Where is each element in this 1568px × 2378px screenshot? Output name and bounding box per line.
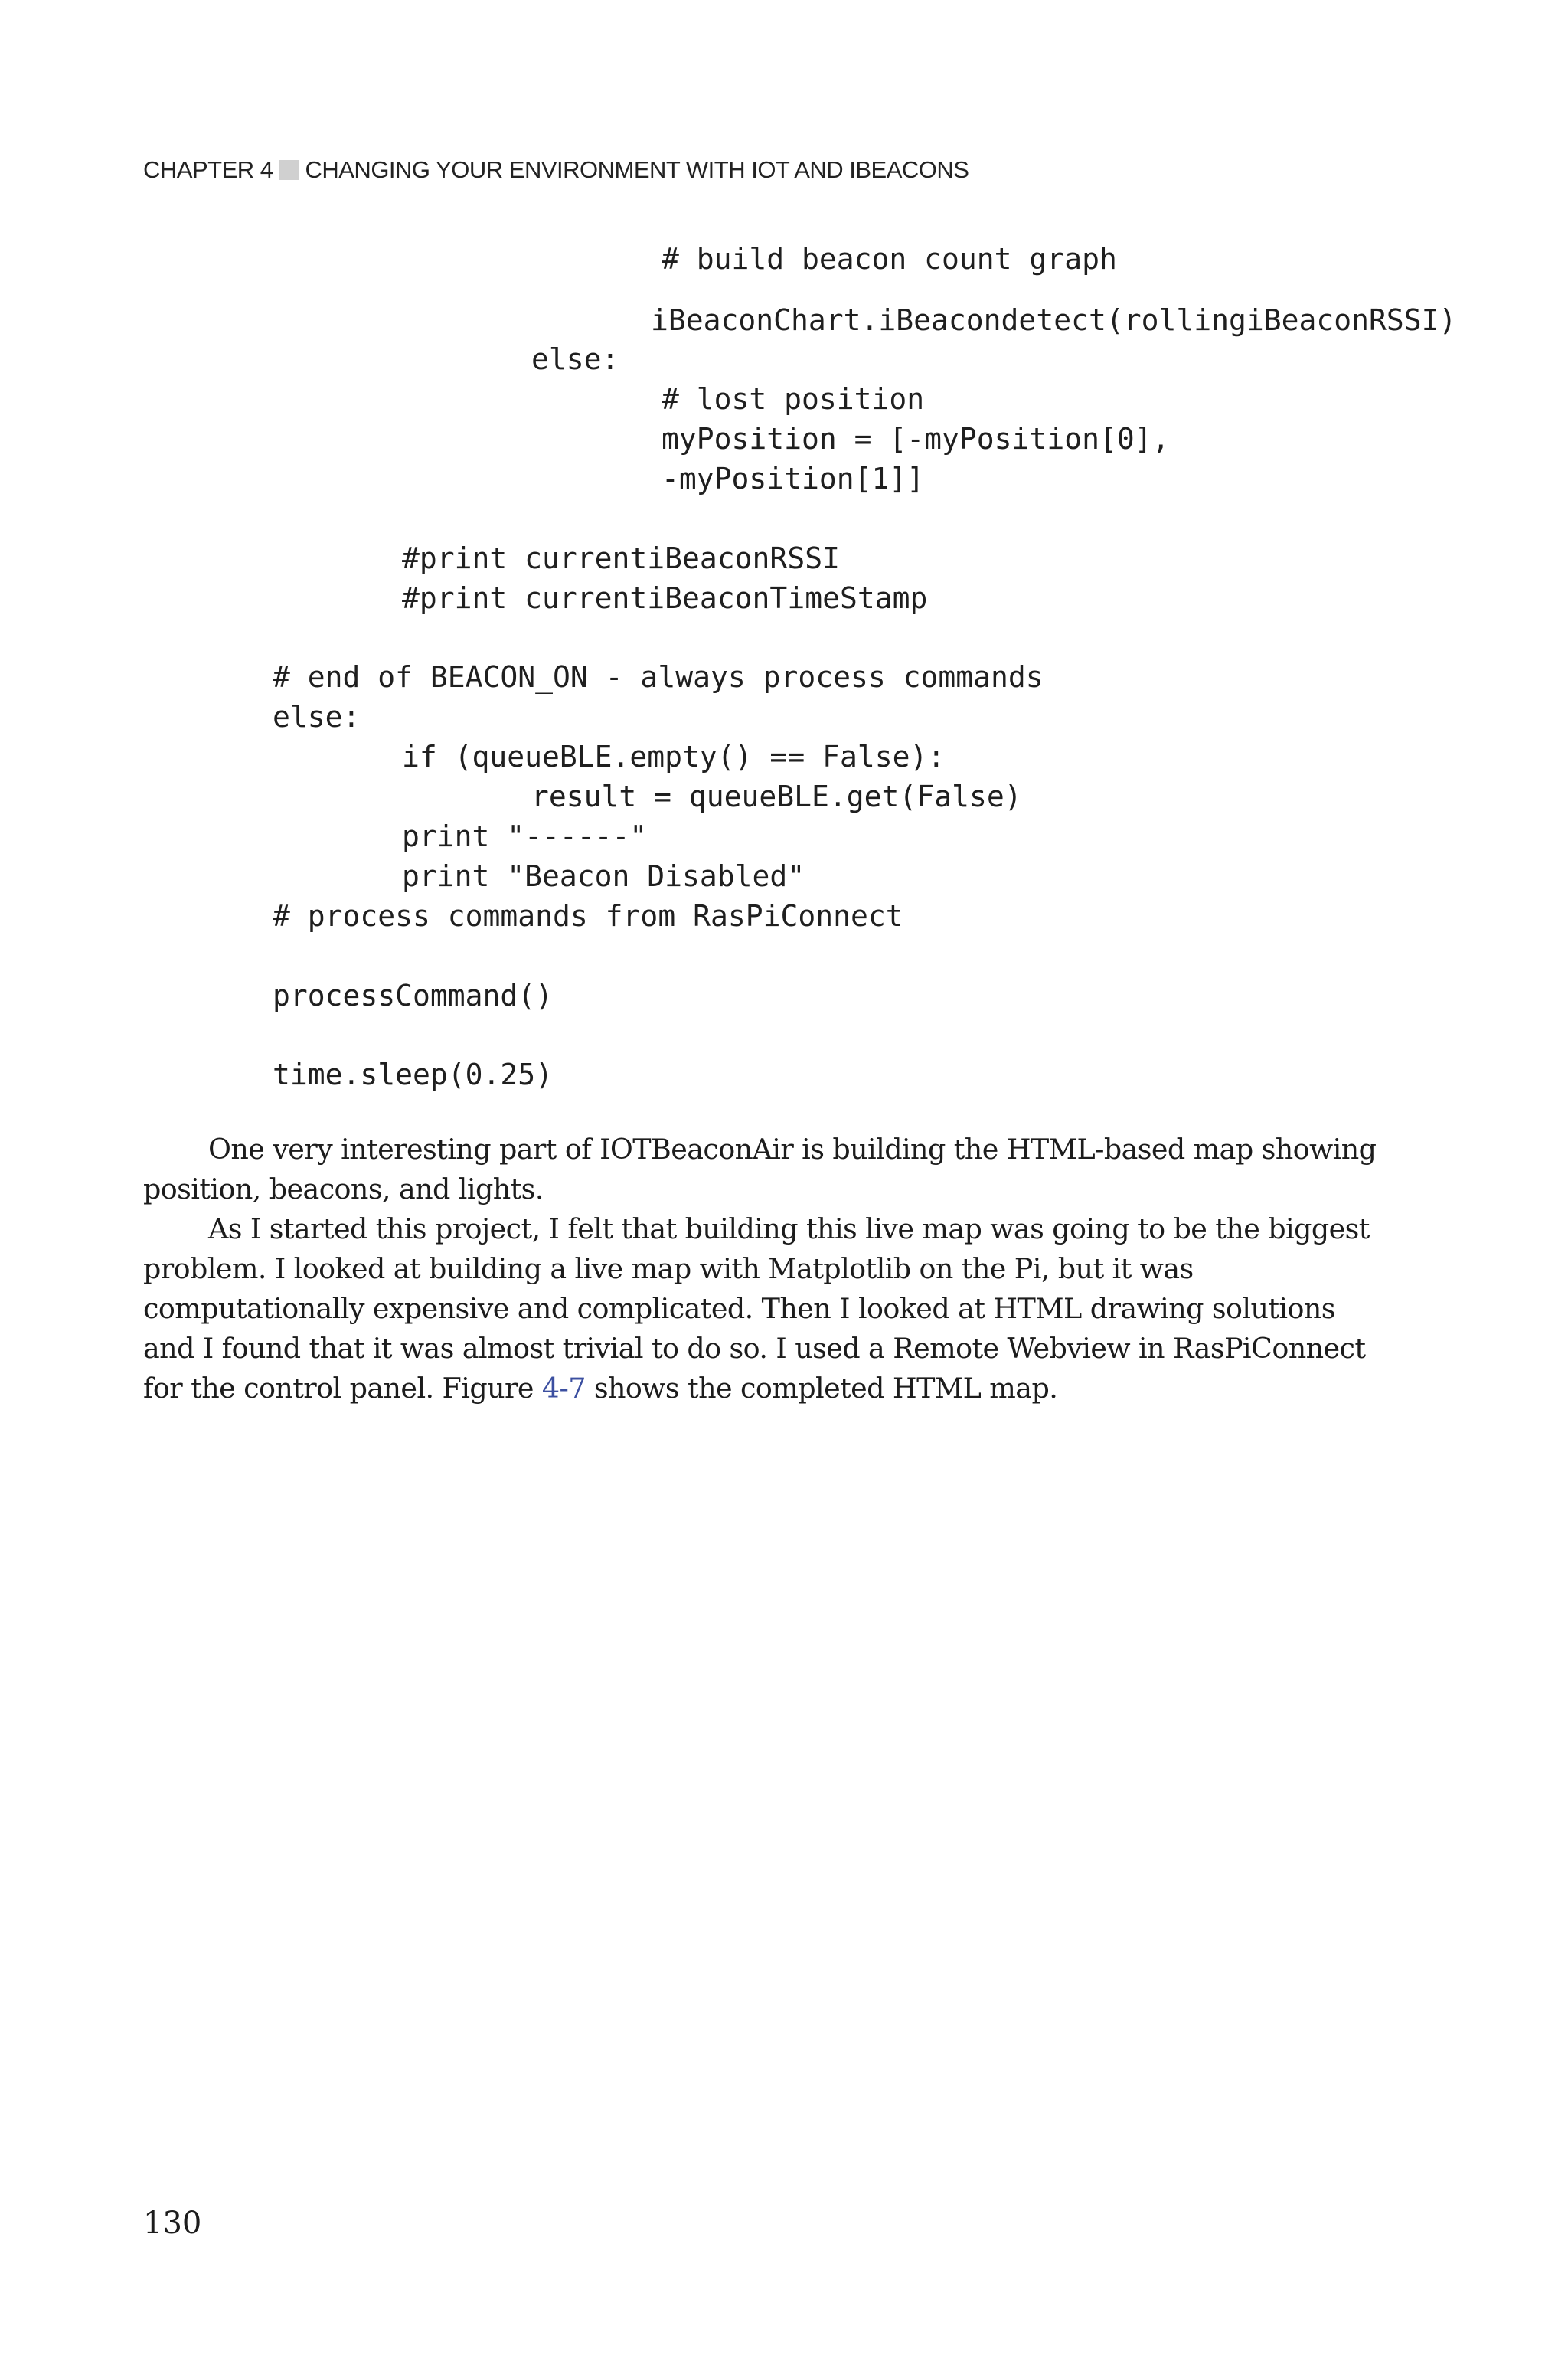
paragraph [143, 1130, 1387, 1209]
running-head [143, 156, 969, 184]
code-line: else: [531, 342, 619, 376]
paragraph-text: As I started this project, I felt that building this live map was going to be the biggest problem. I looked at building a live map with Matplotlib on the Pi, but it was computationally expensive and complicated. Then I looked at HTML drawing solutions and I found that it was almost trivial to do so. I used a Remote Webview in RasPiConnect for the control panel. Figure [143, 1212, 1370, 1405]
code-line: print "Beacon Disabled" [402, 859, 805, 893]
code-line: #print currentiBeaconTimeStamp [402, 581, 928, 615]
code-line: result = queueBLE.get(False) [531, 780, 1022, 813]
figure-reference-link[interactable]: 4-7 [541, 1372, 586, 1405]
paragraph [143, 1209, 1387, 1408]
code-line: # end of BEACON_ON - always process commands [273, 660, 1044, 694]
code-line: print "------" [402, 819, 648, 853]
code-line: # build beacon count graph [662, 242, 1117, 276]
code-line: if (queueBLE.empty() == False): [402, 740, 946, 774]
paragraph-text: One very interesting part of IOTBeaconAir is building the HTML-based map showing position, beacons, and lights. [143, 1133, 1377, 1205]
page-number: 130 [143, 2206, 202, 2241]
paragraph-text: shows the completed HTML map. [585, 1372, 1058, 1405]
chapter-label: CHAPTER 4 [143, 156, 273, 183]
code-line: else: [273, 700, 361, 734]
code-line: processCommand() [273, 979, 554, 1012]
code-line: time.sleep(0.25) [273, 1058, 554, 1091]
body-text [143, 1130, 1387, 1408]
chapter-title: CHANGING YOUR ENVIRONMENT WITH IOT AND IBEACONS [305, 156, 969, 183]
code-line: # lost position [662, 382, 925, 416]
code-line: iBeaconChart.iBeacondetect(rollingiBeaconRSSI) [651, 303, 1457, 337]
separator-square-icon [279, 160, 299, 180]
code-line: -myPosition[1]] [662, 462, 925, 496]
code-line: #print currentiBeaconRSSI [402, 541, 840, 575]
code-line: # process commands from RasPiConnect [273, 899, 903, 933]
code-line: myPosition = [-myPosition[0], [662, 422, 1170, 456]
